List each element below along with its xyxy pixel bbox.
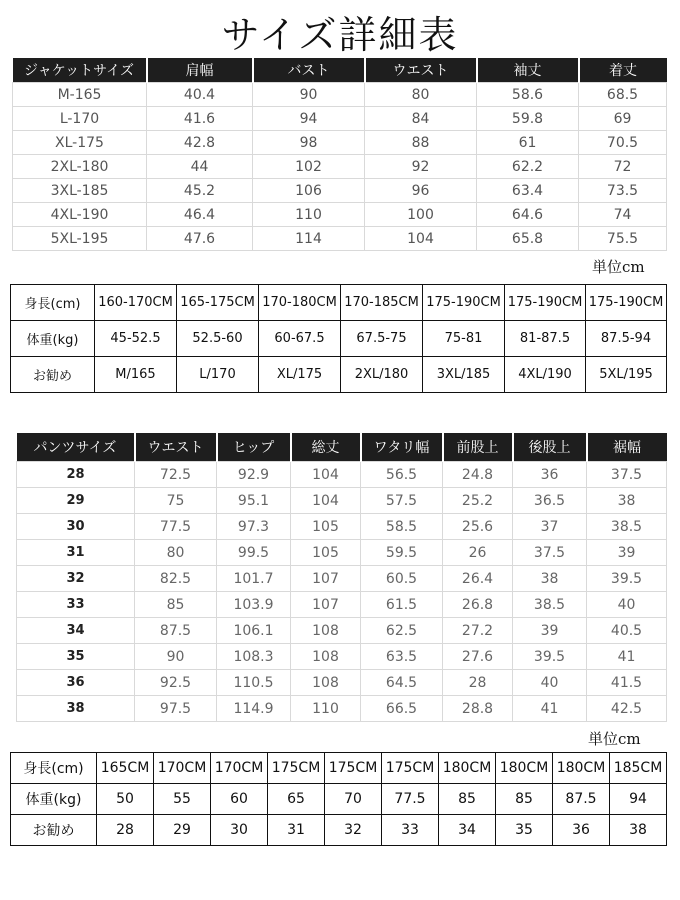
column-header: ウエスト: [365, 58, 477, 83]
table-cell: 175CM: [382, 753, 439, 784]
table-cell: 33: [17, 592, 135, 618]
table-cell: 39.5: [513, 644, 587, 670]
table-cell: 64.6: [477, 203, 579, 227]
table-cell: 62.5: [361, 618, 443, 644]
table-cell: 90: [135, 644, 217, 670]
table-cell: 105: [291, 540, 361, 566]
table-cell: 63.4: [477, 179, 579, 203]
row-label: 身長(cm): [11, 285, 95, 321]
table-cell: 108: [291, 644, 361, 670]
column-header: 袖丈: [477, 58, 579, 83]
table-cell: 31: [17, 540, 135, 566]
table-cell: M/165: [95, 357, 177, 393]
table-cell: 40.5: [587, 618, 667, 644]
table-cell: 59.5: [361, 540, 443, 566]
table-cell: 92: [365, 155, 477, 179]
table-cell: 94: [253, 107, 365, 131]
table-cell: 101.7: [217, 566, 291, 592]
table-cell: 77.5: [135, 514, 217, 540]
table-cell: 80: [365, 83, 477, 107]
table-cell: 42.8: [147, 131, 253, 155]
table-cell: 5XL/195: [586, 357, 667, 393]
table-cell: 58.6: [477, 83, 579, 107]
table-cell: 32: [17, 566, 135, 592]
table-cell: 35: [496, 815, 553, 846]
row-label: 身長(cm): [11, 753, 97, 784]
table-cell: 38.5: [587, 514, 667, 540]
table-cell: 60.5: [361, 566, 443, 592]
column-header: 肩幅: [147, 58, 253, 83]
table-cell: 87.5: [553, 784, 610, 815]
table-cell: 180CM: [439, 753, 496, 784]
table-cell: 39: [587, 540, 667, 566]
table-cell: 170-180CM: [259, 285, 341, 321]
table-cell: L/170: [177, 357, 259, 393]
column-header: ワタリ幅: [361, 433, 443, 462]
table-cell: 108: [291, 670, 361, 696]
table-cell: 70: [325, 784, 382, 815]
table-cell: 28.8: [443, 696, 513, 722]
table-cell: 87.5-94: [586, 321, 667, 357]
row-label: 体重(kg): [11, 321, 95, 357]
table-cell: 97.5: [135, 696, 217, 722]
table-cell: 85: [135, 592, 217, 618]
table-cell: 37.5: [587, 462, 667, 488]
table-cell: 3XL-185: [13, 179, 147, 203]
table-cell: 73.5: [579, 179, 667, 203]
table-cell: 32: [325, 815, 382, 846]
table-cell: 34: [17, 618, 135, 644]
table-row: [17, 566, 667, 592]
table-cell: 28: [17, 462, 135, 488]
table-cell: 5XL-195: [13, 227, 147, 251]
table-cell: 65: [268, 784, 325, 815]
table-cell: 175-190CM: [423, 285, 505, 321]
table-cell: 104: [291, 488, 361, 514]
row-label: 体重(kg): [11, 784, 97, 815]
table-cell: 62.2: [477, 155, 579, 179]
table-cell: 170CM: [211, 753, 268, 784]
table-cell: 30: [17, 514, 135, 540]
table-cell: 114.9: [217, 696, 291, 722]
table-cell: 26.4: [443, 566, 513, 592]
recommend-row: [11, 815, 667, 846]
table-cell: 105: [291, 514, 361, 540]
table-cell: 35: [17, 644, 135, 670]
table-cell: 38: [513, 566, 587, 592]
column-header: ジャケットサイズ: [13, 58, 147, 83]
table-cell: 57.5: [361, 488, 443, 514]
table-cell: 27.2: [443, 618, 513, 644]
table-row: [13, 155, 667, 179]
table-cell: 26.8: [443, 592, 513, 618]
table-cell: XL-175: [13, 131, 147, 155]
table-cell: 28: [97, 815, 154, 846]
table-cell: 75: [135, 488, 217, 514]
table-cell: 106.1: [217, 618, 291, 644]
table-cell: 45-52.5: [95, 321, 177, 357]
table-cell: 40: [587, 592, 667, 618]
pants-size-table: [16, 433, 667, 722]
table-cell: 108.3: [217, 644, 291, 670]
table-cell: 25.2: [443, 488, 513, 514]
table-cell: 36: [513, 462, 587, 488]
table-row: [17, 462, 667, 488]
table-cell: 60-67.5: [259, 321, 341, 357]
table-cell: 160-170CM: [95, 285, 177, 321]
table-cell: 72.5: [135, 462, 217, 488]
table-cell: 180CM: [553, 753, 610, 784]
table-cell: 96: [365, 179, 477, 203]
table-cell: 41: [587, 644, 667, 670]
table-cell: 81-87.5: [505, 321, 586, 357]
table-cell: 106: [253, 179, 365, 203]
column-header: 総丈: [291, 433, 361, 462]
table-cell: 33: [382, 815, 439, 846]
table-row: [13, 131, 667, 155]
table-cell: 114: [253, 227, 365, 251]
table-row: [13, 203, 667, 227]
table-cell: 27.6: [443, 644, 513, 670]
table-cell: L-170: [13, 107, 147, 131]
column-header: ウエスト: [135, 433, 217, 462]
table-cell: 82.5: [135, 566, 217, 592]
pants-body: [17, 462, 667, 722]
table-cell: 175-190CM: [505, 285, 586, 321]
page-title: サイズ詳細表: [221, 13, 459, 57]
table-cell: 80: [135, 540, 217, 566]
table-cell: 77.5: [382, 784, 439, 815]
table-cell: 102: [253, 155, 365, 179]
weight-row: [11, 321, 667, 357]
table-cell: 31: [268, 815, 325, 846]
unit-label: 単位cm: [588, 730, 641, 748]
table-cell: 165-175CM: [177, 285, 259, 321]
pants-recommend-body: [11, 753, 667, 846]
table-cell: 46.4: [147, 203, 253, 227]
table-cell: 64.5: [361, 670, 443, 696]
height-row: [11, 285, 667, 321]
column-header: バスト: [253, 58, 365, 83]
table-cell: 52.5-60: [177, 321, 259, 357]
table-row: [13, 227, 667, 251]
table-cell: 175-190CM: [586, 285, 667, 321]
table-cell: 95.1: [217, 488, 291, 514]
table-cell: 58.5: [361, 514, 443, 540]
table-cell: XL/175: [259, 357, 341, 393]
table-cell: 38: [587, 488, 667, 514]
table-cell: 2XL-180: [13, 155, 147, 179]
table-cell: 30: [211, 815, 268, 846]
table-cell: 88: [365, 131, 477, 155]
table-cell: 29: [17, 488, 135, 514]
table-cell: 56.5: [361, 462, 443, 488]
table-cell: 24.8: [443, 462, 513, 488]
table-cell: 175CM: [268, 753, 325, 784]
table-row: [17, 696, 667, 722]
table-cell: 92.5: [135, 670, 217, 696]
table-cell: 37.5: [513, 540, 587, 566]
height-row: [11, 753, 667, 784]
table-cell: 87.5: [135, 618, 217, 644]
table-cell: 85: [496, 784, 553, 815]
column-header: 着丈: [579, 58, 667, 83]
table-cell: 94: [610, 784, 667, 815]
weight-row: [11, 784, 667, 815]
table-cell: 100: [365, 203, 477, 227]
table-row: [17, 540, 667, 566]
table-cell: 36: [553, 815, 610, 846]
table-row: [17, 592, 667, 618]
table-cell: 72: [579, 155, 667, 179]
table-cell: 75.5: [579, 227, 667, 251]
column-header: 裾幅: [587, 433, 667, 462]
table-cell: 4XL-190: [13, 203, 147, 227]
table-row: [13, 83, 667, 107]
table-cell: 107: [291, 566, 361, 592]
recommend-row: [11, 357, 667, 393]
table-cell: 41.6: [147, 107, 253, 131]
table-cell: 175CM: [325, 753, 382, 784]
jacket-recommend-table: [10, 284, 667, 393]
table-cell: 47.6: [147, 227, 253, 251]
column-header: 前股上: [443, 433, 513, 462]
table-cell: 29: [154, 815, 211, 846]
table-cell: 61: [477, 131, 579, 155]
row-label: お勧め: [11, 357, 95, 393]
table-cell: 185CM: [610, 753, 667, 784]
table-cell: 2XL/180: [341, 357, 423, 393]
table-cell: 84: [365, 107, 477, 131]
table-row: [17, 670, 667, 696]
table-cell: 61.5: [361, 592, 443, 618]
table-cell: 108: [291, 618, 361, 644]
table-cell: 66.5: [361, 696, 443, 722]
pants-header-row: [17, 433, 667, 462]
table-cell: 38: [610, 815, 667, 846]
table-cell: 165CM: [97, 753, 154, 784]
jacket-header-row: [13, 58, 667, 83]
table-cell: 39.5: [587, 566, 667, 592]
table-cell: 44: [147, 155, 253, 179]
table-cell: 107: [291, 592, 361, 618]
table-cell: 59.8: [477, 107, 579, 131]
row-label: お勧め: [11, 815, 97, 846]
table-cell: 110: [291, 696, 361, 722]
table-cell: 70.5: [579, 131, 667, 155]
column-header: パンツサイズ: [17, 433, 135, 462]
table-cell: 97.3: [217, 514, 291, 540]
table-cell: 85: [439, 784, 496, 815]
table-cell: 110: [253, 203, 365, 227]
table-cell: 25.6: [443, 514, 513, 540]
table-cell: 104: [291, 462, 361, 488]
table-cell: 67.5-75: [341, 321, 423, 357]
unit-label: 単位cm: [592, 258, 645, 276]
table-cell: 50: [97, 784, 154, 815]
jacket-recommend-body: [11, 285, 667, 393]
table-cell: 38: [17, 696, 135, 722]
table-cell: 103.9: [217, 592, 291, 618]
column-header: ヒップ: [217, 433, 291, 462]
table-row: [13, 107, 667, 131]
table-row: [17, 514, 667, 540]
table-cell: 110.5: [217, 670, 291, 696]
table-cell: 63.5: [361, 644, 443, 670]
table-cell: 170-185CM: [341, 285, 423, 321]
table-cell: 60: [211, 784, 268, 815]
table-cell: 39: [513, 618, 587, 644]
table-cell: 26: [443, 540, 513, 566]
table-cell: 170CM: [154, 753, 211, 784]
table-cell: 98: [253, 131, 365, 155]
table-cell: 74: [579, 203, 667, 227]
table-cell: 75-81: [423, 321, 505, 357]
table-cell: 40: [513, 670, 587, 696]
jacket-size-table: [12, 58, 667, 251]
table-cell: 37: [513, 514, 587, 540]
table-row: [17, 618, 667, 644]
table-cell: 42.5: [587, 696, 667, 722]
table-cell: 90: [253, 83, 365, 107]
table-cell: 92.9: [217, 462, 291, 488]
table-cell: 36.5: [513, 488, 587, 514]
table-cell: 38.5: [513, 592, 587, 618]
table-row: [17, 644, 667, 670]
table-cell: 3XL/185: [423, 357, 505, 393]
table-cell: 34: [439, 815, 496, 846]
table-cell: 45.2: [147, 179, 253, 203]
table-row: [13, 179, 667, 203]
table-cell: 65.8: [477, 227, 579, 251]
column-header: 後股上: [513, 433, 587, 462]
table-cell: 41.5: [587, 670, 667, 696]
pants-recommend-table: [10, 752, 667, 846]
table-cell: 69: [579, 107, 667, 131]
table-cell: 41: [513, 696, 587, 722]
table-cell: 4XL/190: [505, 357, 586, 393]
table-cell: 36: [17, 670, 135, 696]
table-cell: 28: [443, 670, 513, 696]
table-cell: 99.5: [217, 540, 291, 566]
table-row: [17, 488, 667, 514]
table-cell: 40.4: [147, 83, 253, 107]
table-cell: M-165: [13, 83, 147, 107]
table-cell: 68.5: [579, 83, 667, 107]
table-cell: 104: [365, 227, 477, 251]
table-cell: 55: [154, 784, 211, 815]
table-cell: 180CM: [496, 753, 553, 784]
jacket-body: [13, 83, 667, 251]
